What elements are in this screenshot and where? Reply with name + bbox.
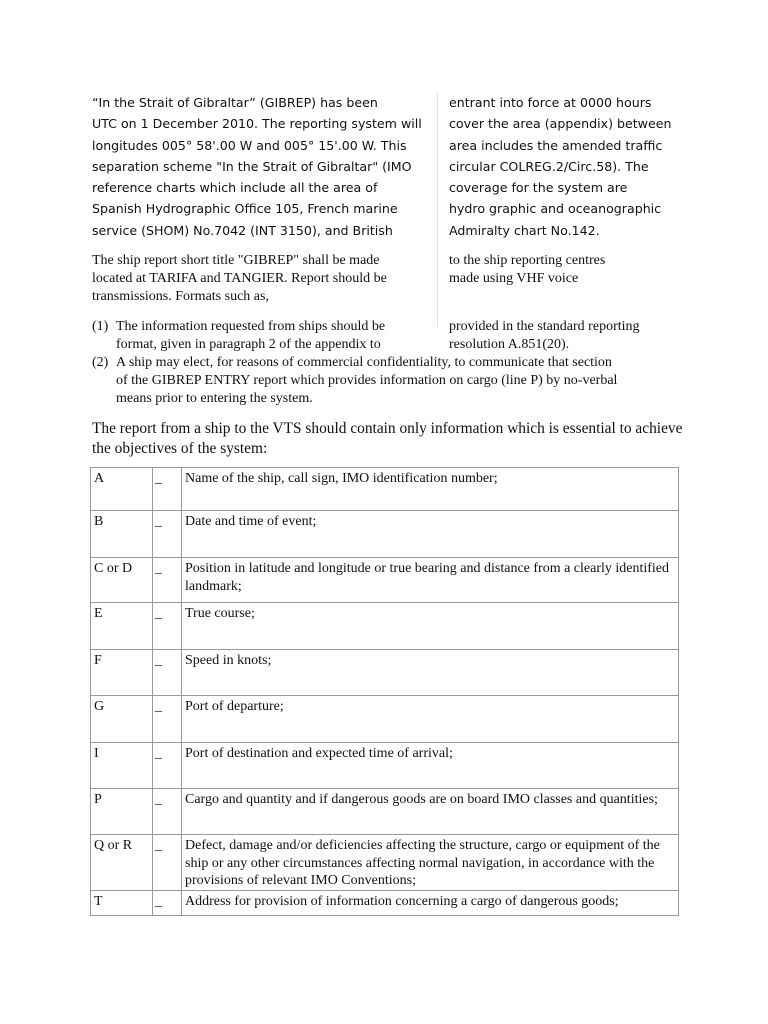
dash-cell: _ — [153, 891, 182, 916]
code-cell: G — [91, 696, 153, 743]
code-cell: E — [91, 603, 153, 650]
code-cell: Q or R — [91, 835, 153, 891]
list-marker: (1) — [92, 319, 109, 334]
text-line: to the ship reporting centres — [449, 253, 606, 268]
text-line: longitudes 005° 58'.00 W and 005° 15'.00 W. This — [92, 137, 407, 153]
dash-cell: _ — [153, 743, 182, 789]
text-line: “In the Strait of Gibraltar” (GIBREP) has been — [92, 95, 378, 110]
list-marker: (2) — [92, 355, 109, 370]
code-cell: C or D — [91, 558, 153, 603]
text-line: reference charts which include all the area of — [92, 180, 378, 196]
text-line: UTC on 1 December 2010. The reporting system will — [92, 116, 422, 132]
dash-cell: _ — [153, 603, 182, 650]
description-cell: True course; — [182, 603, 679, 650]
description-cell: Defect, damage and/or deficiencies affecting the structure, cargo or equipment of the ship or any other circumstances affecting normal navigation, in accordance with the provisions of relevant IMO Conventions; — [182, 835, 679, 891]
code-cell: T — [91, 891, 153, 916]
text-line: hydro graphic and oceanographic — [449, 201, 662, 217]
list-item-line: of the GIBREP ENTRY report which provides information on cargo (line P) by no-verbal — [116, 373, 618, 388]
text-line: service (SHOM) No.7042 (INT 3150), and British — [92, 222, 393, 238]
table-row — [91, 743, 679, 789]
list-item-line: format, given in paragraph 2 of the appendix to — [116, 337, 381, 352]
text-line: entrant into force at 0000 hours — [449, 95, 652, 110]
code-cell: F — [91, 650, 153, 696]
dash-cell: _ — [153, 511, 182, 558]
description-cell: Position in latitude and longitude or true bearing and distance from a clearly identified landmark; — [182, 558, 679, 603]
description-cell: Port of destination and expected time of arrival; — [182, 743, 679, 789]
description-cell: Cargo and quantity and if dangerous goods are on board IMO classes and quantities; — [182, 789, 679, 835]
text-line: Spanish Hydrographic Office 105, French marine — [92, 201, 398, 217]
intro-paragraph: The report from a ship to the VTS should contain only information which is essential to achieve the objectives of the system: — [92, 420, 683, 457]
text-line: coverage for the system are — [449, 180, 628, 196]
section1-right-column — [449, 92, 671, 241]
text-line: located at TARIFA and TANGIER. Report should be — [92, 271, 387, 286]
table-row — [91, 891, 679, 916]
section1-left-column — [92, 92, 422, 241]
list-item-line: A ship may elect, for reasons of commercial confidentiality, to communicate that section — [116, 355, 612, 370]
dash-cell: _ — [153, 650, 182, 696]
dash-cell: _ — [153, 468, 182, 511]
text-line: cover the area (appendix) between — [449, 116, 672, 132]
dash-cell: _ — [153, 789, 182, 835]
text-line: separation scheme "In the Strait of Gibraltar" (IMO — [92, 158, 412, 174]
report-codes-table — [90, 467, 679, 916]
text-line: made using VHF voice — [449, 271, 579, 286]
table-row — [91, 511, 679, 558]
table-row — [91, 696, 679, 743]
description-cell: Address for provision of information concerning a cargo of dangerous goods; — [182, 891, 679, 916]
table-row — [91, 789, 679, 835]
list-item-line: The information requested from ships should be — [116, 319, 386, 334]
table-row — [91, 558, 679, 603]
description-cell: Date and time of event; — [182, 511, 679, 558]
description-cell: Port of departure; — [182, 696, 679, 743]
text-line: area includes the amended traffic — [449, 137, 663, 153]
table-row — [91, 650, 679, 696]
section2-right-column — [449, 252, 605, 288]
code-cell: I — [91, 743, 153, 789]
dash-cell: _ — [153, 696, 182, 743]
text-line: circular COLREG.2/Circ.58). The — [449, 158, 649, 174]
section2-left-column — [92, 252, 387, 306]
text-line: transmissions. Formats such as, — [92, 289, 269, 304]
dash-cell: _ — [153, 558, 182, 603]
table-row — [91, 603, 679, 650]
table-row — [91, 835, 679, 891]
dash-cell: _ — [153, 835, 182, 891]
table-row — [91, 468, 679, 511]
list-item-line: resolution A.851(20). — [449, 337, 570, 352]
code-cell: B — [91, 511, 153, 558]
code-cell: P — [91, 789, 153, 835]
text-line: Admiralty chart No.142. — [449, 222, 600, 238]
text-line: The ship report short title "GIBREP" shall be made — [92, 253, 380, 268]
code-cell: A — [91, 468, 153, 511]
list-item-line: means prior to entering the system. — [116, 391, 313, 406]
description-cell: Name of the ship, call sign, IMO identification number; — [182, 468, 679, 511]
list-item-line: provided in the standard reporting — [449, 319, 640, 334]
column-divider — [437, 92, 438, 327]
description-cell: Speed in knots; — [182, 650, 679, 696]
